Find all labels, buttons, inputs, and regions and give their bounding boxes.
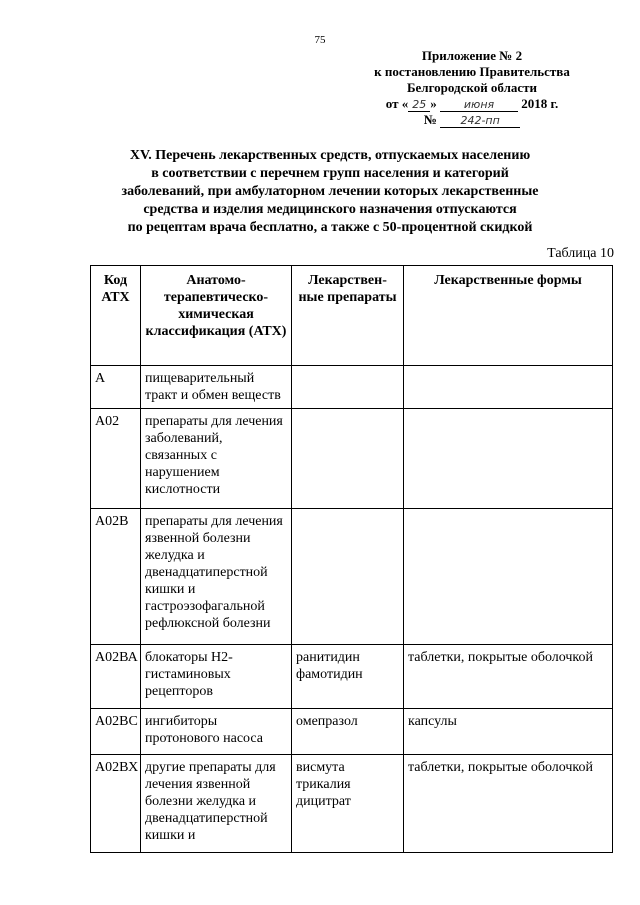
title-line: заболеваний, при амбулаторном лечении которых лекарственные	[121, 184, 539, 199]
cell-drugs: висмута трикалия дицитрат	[292, 755, 404, 853]
title-line: XV. Перечень лекарственных средств, отпускаемых населению	[129, 148, 531, 163]
table-label: Таблица 10	[547, 246, 614, 261]
cell-classification: препараты для лечения язвенной болезни желудка и двенадцатиперстной кишки и гастроэзофагальной рефлюксной болезни	[141, 509, 292, 645]
cell-code: А02ВА	[91, 645, 141, 709]
cell-drugs	[292, 366, 404, 409]
header-forms: Лекарственные формы	[404, 266, 613, 366]
cell-forms	[404, 509, 613, 645]
cell-code: А02ВХ	[91, 755, 141, 853]
cell-drugs	[292, 509, 404, 645]
appendix-title: Приложение № 2	[421, 48, 523, 63]
table-row	[91, 509, 613, 645]
header-code: Код АТХ	[91, 266, 141, 366]
cell-code: А	[91, 366, 141, 409]
cell-classification: блокаторы Н2-гистаминовых рецепторов	[141, 645, 292, 709]
cell-forms	[404, 366, 613, 409]
table-row	[91, 709, 613, 755]
date-prefix: от «	[385, 96, 409, 111]
header-drugs: Лекарствен-ные препараты	[292, 266, 404, 366]
title-line: в соответствии с перечнем групп населения и категорий	[151, 166, 509, 181]
table-row	[91, 409, 613, 509]
cell-classification: пищеварительный тракт и обмен веществ	[141, 366, 292, 409]
header-classification: Анатомо-терапевтическо-химическая классификация (АТХ)	[141, 266, 292, 366]
cell-forms: таблетки, покрытые оболочкой	[404, 645, 613, 709]
cell-code: А02	[91, 409, 141, 509]
date-day: 25	[408, 99, 430, 112]
number-value: 242-пп	[440, 115, 520, 128]
date-mid: »	[430, 96, 437, 111]
cell-drugs: ранитидин фамотидин	[292, 645, 404, 709]
cell-forms	[404, 409, 613, 509]
table-row	[91, 366, 613, 409]
table-header-row	[91, 266, 613, 366]
appendix-block	[342, 48, 602, 128]
cell-drugs: омепразол	[292, 709, 404, 755]
appendix-date	[342, 96, 602, 112]
appendix-resolution: к постановлению Правительства	[374, 64, 570, 79]
number-prefix: №	[423, 112, 437, 127]
date-year: 2018 г.	[521, 96, 559, 111]
cell-classification: ингибиторы протонового насоса	[141, 709, 292, 755]
atx-table	[90, 265, 613, 853]
title-line: средства и изделия медицинского назначения отпускаются	[143, 202, 517, 217]
cell-classification: другие препараты для лечения язвенной болезни желудка и двенадцатиперстной кишки и	[141, 755, 292, 853]
title-line: по рецептам врача бесплатно, а также с 50-процентной скидкой	[127, 220, 533, 235]
cell-forms: капсулы	[404, 709, 613, 755]
cell-code: А02В	[91, 509, 141, 645]
table-row	[91, 755, 613, 853]
document-title	[70, 147, 590, 237]
appendix-region: Белгородской области	[406, 80, 538, 95]
date-month: июня	[440, 99, 518, 112]
page-number: 75	[314, 34, 326, 46]
table-row	[91, 645, 613, 709]
cell-forms: таблетки, покрытые оболочкой	[404, 755, 613, 853]
cell-classification: препараты для лечения заболеваний, связанных с нарушением кислотности	[141, 409, 292, 509]
cell-code: А02ВС	[91, 709, 141, 755]
cell-drugs	[292, 409, 404, 509]
appendix-number	[342, 112, 602, 128]
